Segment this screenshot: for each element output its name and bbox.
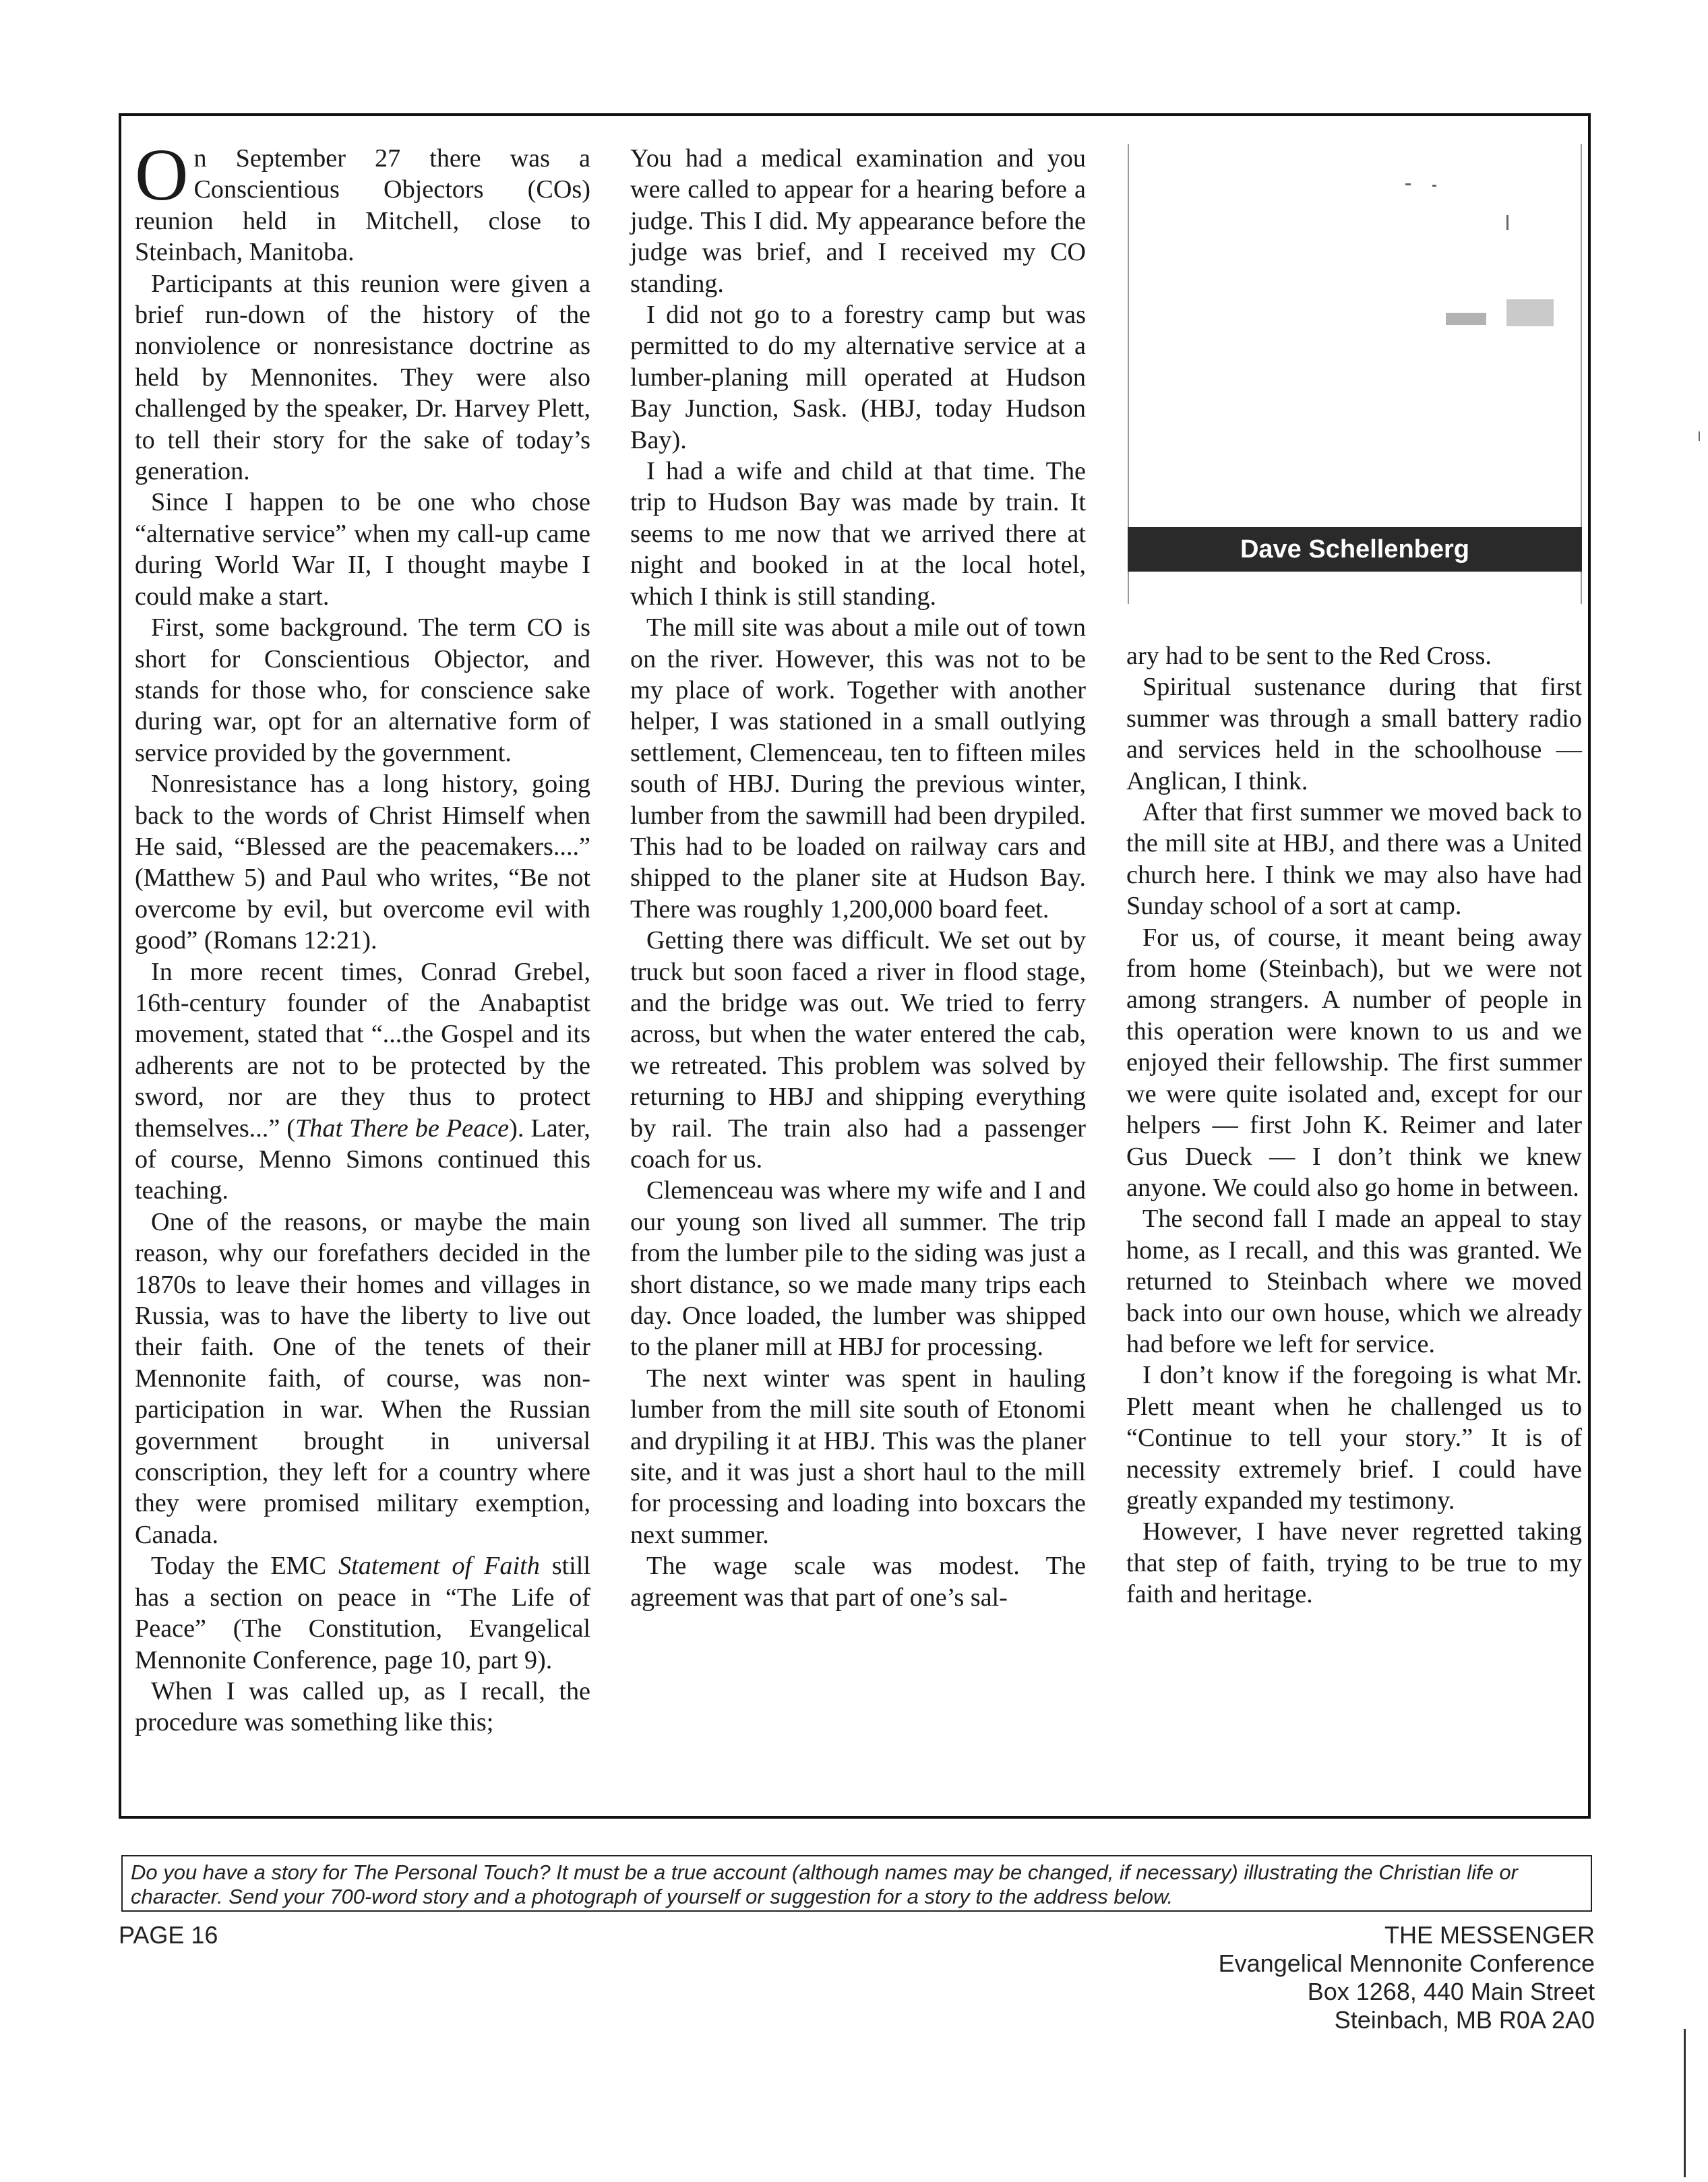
article-column-2: [630, 143, 1086, 1613]
article-frame: [119, 113, 1591, 1819]
paragraph: I had a wife and child at that time. The trip to Hudson Bay was made by train. It seems to me now that we arrived there at night and booked in at the local hotel, which I think is still standing.: [630, 457, 1086, 611]
paragraph: I did not go to a forestry camp but was permitted to do my alternative service at a lumber-planing mill operated at Hudson Bay Junction, Sask. (HBJ, today Hudson Bay).: [630, 301, 1086, 454]
paragraph: The second fall I made an appeal to stay home, as I recall, and this was granted. We returned to Steinbach where we moved back into our own house, which we already had before we left for service.: [1126, 1205, 1582, 1358]
article-column-1: [135, 133, 590, 1738]
paragraph: When I was called up, as I recall, the procedure was something like this;: [135, 1676, 590, 1737]
paragraph: Nonresistance has a long history, going back to the words of Christ Himself when He said, “Blessed are the peacemakers....” (Matthew 5) and Paul who writes, “Be not overcome by evil, but overcome evil with good” (Romans 12:21).: [135, 770, 590, 955]
paragraph: For us, of course, it meant being away from home (Steinbach), but we were not among strangers. A number of people in this operation were known to us and we enjoyed their fellowship. The first summer we were quite isolated and, except for our helpers — first John K. Reimer and later Gus Dueck — I don’t think we knew anyone. We could also go home in between.: [1126, 923, 1582, 1202]
address-line: Evangelical Mennonite Conference: [1218, 1949, 1595, 1977]
paragraph: [135, 957, 590, 1207]
paragraph: The wage scale was modest. The agreement was that part of one’s sal-: [630, 1552, 1086, 1612]
photo-speck: [1432, 185, 1436, 187]
paragraph-text: n September 27 there was a Conscientious Objectors (COs) reunion held in Mitchell, close to Steinbach, Manitoba.: [135, 144, 590, 267]
paragraph: However, I have never regretted taking that step of faith, trying to be true to my faith and heritage.: [1126, 1517, 1582, 1609]
paragraph: Spiritual sustenance during that first summer was through a small battery radio and services held in the schoolhouse — Anglican, I think.: [1126, 673, 1582, 795]
photo-caption-bar: [1128, 527, 1582, 572]
paragraph: First, some background. The term CO is short for Conscientious Objector, and stands for those who, for conscience sake during war, opt for an alternative form of service provided by the government.: [135, 613, 590, 767]
paragraph: After that first summer we moved back to the mill site at HBJ, and there was a United church here. I think we may also have had Sunday school of a sort at camp.: [1126, 798, 1582, 921]
page-number: PAGE 16: [119, 1921, 218, 1949]
paragraph-text: ). Later, of course, Menno Simons continued this teaching.: [135, 1114, 590, 1205]
photo-speck: [1405, 183, 1411, 185]
paragraph-text: still has a section on peace in “The Life of Peace” (The Constitution, Evangelical Mennonite Conference, page 10, part 9).: [135, 1552, 590, 1674]
address-line: Box 1268, 440 Main Street: [1307, 1978, 1595, 2005]
book-title: That There be Peace: [295, 1114, 510, 1143]
scan-edge-mark: [1699, 431, 1700, 441]
paragraph: Participants at this reunion were given a brief run-down of the history of the nonviolence or nonresistance doctrine as held by Mennonites. They were also challenged by the speaker, Dr. Harvey Plett, to tell their story for the sake of today’s generation.: [135, 269, 590, 486]
photo-speck: [1506, 215, 1508, 230]
paragraph: The mill site was about a mile out of town on the river. However, this was not to be my place of work. Together with another helper, I was stationed in a small outlying settlement, Clemenceau, ten to fifteen miles south of HBJ. During the previous winter, lumber from the sawmill had been drypiled. This had to be loaded on railway cars and shipped to the planer site at Hudson Bay. There was roughly 1,200,000 board feet.: [630, 613, 1086, 923]
scan-edge-mark: [1684, 2029, 1686, 2177]
photo-speck: [1446, 313, 1486, 325]
address-line: Steinbach, MB R0A 2A0: [1334, 2006, 1595, 2034]
drop-cap: O: [135, 133, 189, 216]
document-title: Statement of Faith: [338, 1552, 540, 1581]
article-column-3: [1126, 640, 1582, 1610]
address-line: THE MESSENGER: [1384, 1921, 1595, 1949]
paragraph: ary had to be sent to the Red Cross.: [1126, 642, 1492, 670]
paragraph: I don’t know if the foregoing is what Mr. Plett meant when he challenged us to “Continue to tell your story.” It is of necessity extremely brief. I could have greatly expanded my testimony.: [1126, 1361, 1582, 1515]
publisher-address: [1219, 1921, 1595, 2034]
paragraph: [135, 1550, 590, 1676]
paragraph: Since I happen to be one who chose “alternative service” when my call-up came during World War II, I thought maybe I could make a start.: [135, 488, 590, 611]
paragraph-text: In more recent times, Conrad Grebel, 16th-century founder of the Anabaptist movement, stated that “...the Gospel and its adherents are not to be protected by the sword, nor are they thus to protect themselves...” (: [135, 957, 590, 1143]
paragraph: One of the reasons, or maybe the main reason, why our forefathers decided in the 1870s to leave their homes and villages in Russia, was to have the liberty to live out their faith. One of the tenets of their Mennonite faith, of course, was non-participation in war. When the Russian government brought in universal conscription, they left for a country where they were promised military exemption, Canada.: [135, 1207, 590, 1549]
paragraph: Getting there was difficult. We set out by truck but soon faced a river in flood stage, and the bridge was out. We tried to ferry across, but when the water entered the cab, we retreated. This problem was solved by returning to HBJ and shipping everything by rail. The train also had a passenger coach for us.: [630, 926, 1086, 1174]
paragraph: You had a medical examination and you were called to appear for a hearing before a judge. This I did. My appearance before the judge was brief, and I received my CO standing.: [630, 144, 1086, 298]
paragraph: [135, 133, 590, 268]
photo-caption: Dave Schellenberg: [1240, 535, 1470, 564]
photo-speck: [1506, 299, 1554, 326]
paragraph-text: Today the EMC: [151, 1552, 338, 1581]
paragraph: Clemenceau was where my wife and I and our young son lived all summer. The trip from the lumber pile to the siding was just a short distance, so we made many trips each day. Once loaded, the lumber was shipped to the planer mill at HBJ for processing.: [630, 1176, 1086, 1362]
submission-callout: Do you have a story for The Personal Touch? It must be a true account (although names may be changed, if necessary) illustrating the Christian life or character. Send your 700-word story and a photograph of yourself or suggestion for a story to the address below.: [121, 1855, 1592, 1912]
paragraph: The next winter was spent in hauling lumber from the mill site south of Etonomi and drypiling it at HBJ. This was the planer site, and it was just a short haul to the mill for processing and loading into boxcars the next summer.: [630, 1364, 1086, 1549]
